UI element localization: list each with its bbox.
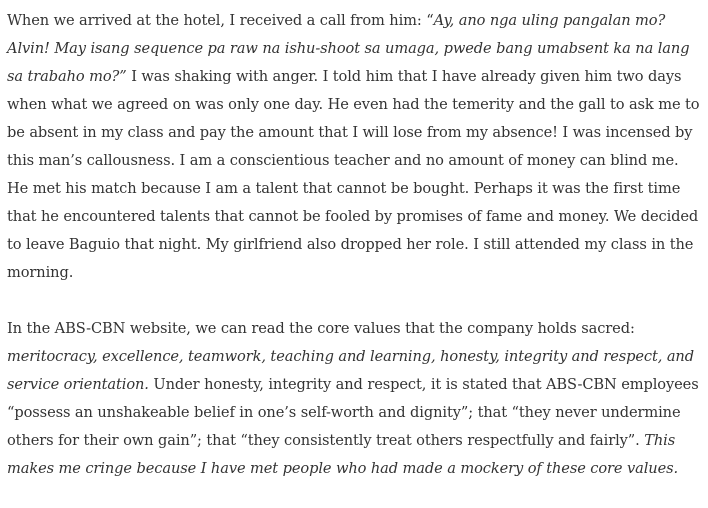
text-segment: In the ABS-CBN website, we can read the core values that the company holds sacred: (7, 320, 635, 337)
article-body (7, 7, 703, 483)
paragraph-core-values (7, 315, 703, 483)
text-segment: I was shaking with anger. I told him that I have already given him two days when what we agreed on was only one day. He even had the temerity and the gall to ask me to be absent in my class and pay the amount that I will lose from my absence! I was incensed by this man’s callousness. I am a conscientious teacher and no amount of money can blind me. He met his match because I am a talent that cannot be bought. Perhaps it was the first time that he encountered talents that cannot be fooled by promises of fame and money. We decided to leave Baguio that night. My girlfriend also dropped her role. I still attended my class in the morning. (7, 68, 700, 281)
quoted-dialogue: Ay, ano nga uling pangalan mo? Alvin! May isang sequence pa raw na ishu-shoot sa umaga, pwede bang umabsent ka na lang sa trabaho mo?” (7, 12, 690, 85)
core-values-list: meritocracy, excellence, teamwork, teaching and learning, honesty, integrity and respect, and service orientation. (7, 348, 694, 393)
text-segment: When we arrived at the hotel, I received a call from him: “ (7, 12, 434, 29)
closing-remark: This makes me cringe because I have met people who had made a mockery of these core values. (7, 432, 679, 477)
paragraph-hotel-call (7, 7, 703, 287)
text-segment: Under honesty, integrity and respect, it is stated that ABS-CBN employees “possess an unshakeable belief in one’s self-worth and dignity”; that “they never undermine others for their own gain”; that “they consistently treat others respectfully and fairly”. (7, 376, 699, 449)
